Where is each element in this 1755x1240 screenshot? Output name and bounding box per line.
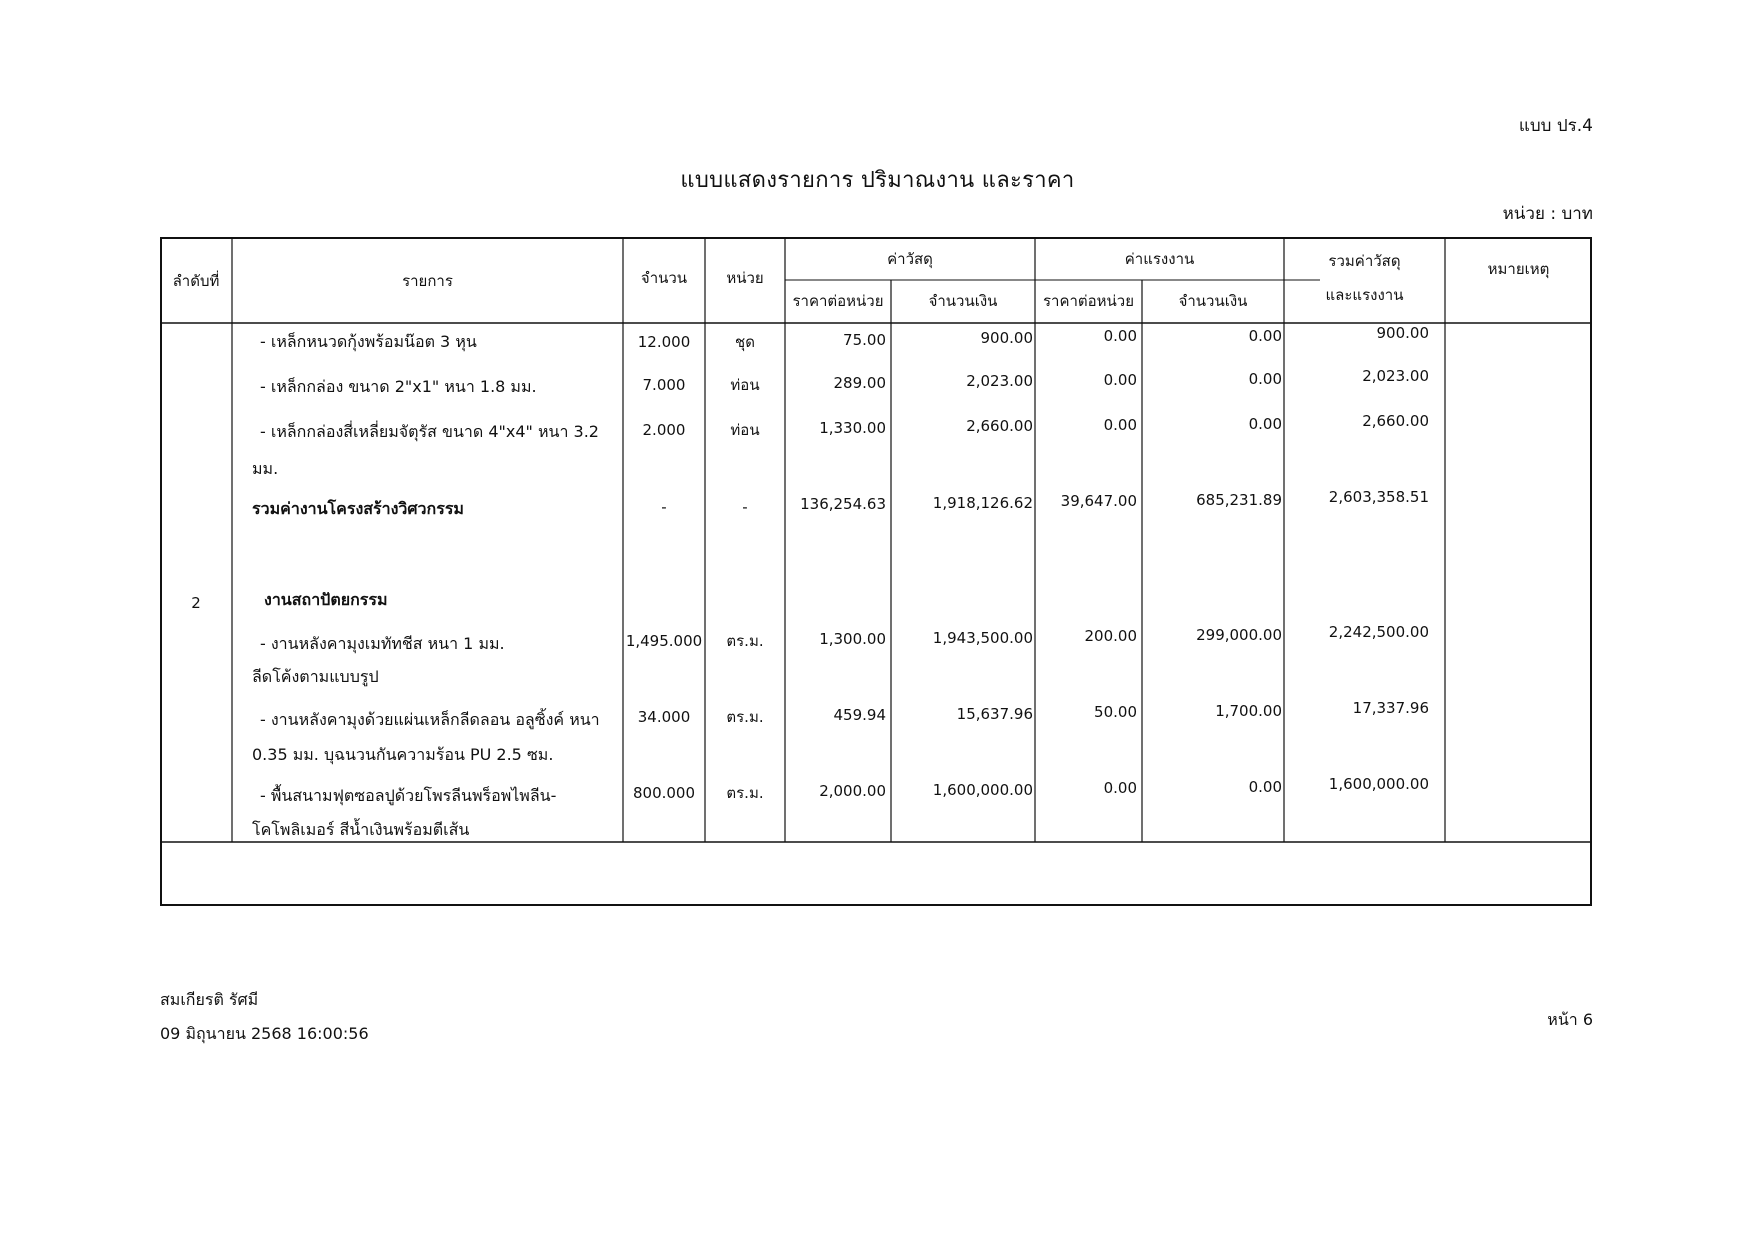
row-8-lab-unit: 0.00 xyxy=(1103,779,1137,797)
row-7-mat-amount: 15,637.96 xyxy=(956,705,1033,723)
row-1-qty: 12.000 xyxy=(637,333,691,351)
row-2-desc: - เหล็กกล่อง ขนาด 2"x1" หนา 1.8 มม. xyxy=(260,377,537,396)
unit-note: หน่วย : บาท xyxy=(1502,204,1593,224)
form-code: แบบ ปร.4 xyxy=(1518,116,1593,136)
subtotal-qty: - xyxy=(661,498,667,516)
row-2-total: 2,023.00 xyxy=(1362,367,1429,385)
row-6-mat-amount: 1,943,500.00 xyxy=(932,629,1033,647)
header-material-unit-price: ราคาต่อหน่วย xyxy=(792,292,884,310)
row-8-mat-amount: 1,600,000.00 xyxy=(932,781,1033,799)
row-2-unit: ท่อน xyxy=(730,376,760,394)
row-8-unit: ตร.ม. xyxy=(726,784,764,802)
row-6-lab-unit: 200.00 xyxy=(1084,627,1137,645)
subtotal-structural-label: รวมค่างานโครงสร้างวิศวกรรม xyxy=(252,499,464,518)
subtotal-mat-amount: 1,918,126.62 xyxy=(932,494,1033,512)
row-3-total: 2,660.00 xyxy=(1362,412,1429,430)
row-6-desc-cont: ลีดโค้งตามแบบรูป xyxy=(252,667,379,686)
row-2-qty: 7.000 xyxy=(642,376,686,394)
document-title: แบบแสดงรายการ ปริมาณงาน และราคา xyxy=(680,168,1075,193)
section-2-title: งานสถาปัตยกรรม xyxy=(264,590,388,609)
row-3-desc-cont: มม. xyxy=(252,459,279,478)
row-7-desc-cont: 0.35 มม. บุฉนวนกันความร้อน PU 2.5 ซม. xyxy=(252,745,554,764)
row-3-qty: 2.000 xyxy=(642,421,686,439)
page-number: หน้า 6 xyxy=(1547,1010,1593,1029)
row-7-qty: 34.000 xyxy=(637,708,691,726)
row-7-total: 17,337.96 xyxy=(1352,699,1429,717)
row-2-mat-unit: 289.00 xyxy=(833,374,886,392)
row-1-lab-amount: 0.00 xyxy=(1248,327,1282,345)
row-6-mat-unit: 1,300.00 xyxy=(819,630,886,648)
header-total-line1: รวมค่าวัสดุ xyxy=(1328,252,1401,270)
row-7-desc: - งานหลังคามุงด้วยแผ่นเหล็กลีดลอน อลูซิ้งค์ หนา xyxy=(260,710,600,729)
row-8-desc-cont: โคโพลิเมอร์ สีน้ำเงินพร้อมตีเส้น xyxy=(252,820,470,839)
footer-datetime: 09 มิถุนายน 2568 16:00:56 xyxy=(160,1024,369,1043)
row-1-mat-amount: 900.00 xyxy=(980,329,1033,347)
row-3-mat-amount: 2,660.00 xyxy=(966,417,1033,435)
row-3-lab-amount: 0.00 xyxy=(1248,415,1282,433)
row-8-lab-amount: 0.00 xyxy=(1248,778,1282,796)
row-2-mat-amount: 2,023.00 xyxy=(966,372,1033,390)
row-1-mat-unit: 75.00 xyxy=(843,331,886,349)
section-2-seq: 2 xyxy=(191,594,201,612)
row-1-lab-unit: 0.00 xyxy=(1103,327,1137,345)
row-1-unit: ชุด xyxy=(735,333,755,351)
row-2-lab-amount: 0.00 xyxy=(1248,370,1282,388)
row-7-lab-amount: 1,700.00 xyxy=(1215,702,1282,720)
header-seq: ลำดับที่ xyxy=(172,272,220,290)
header-unit: หน่วย xyxy=(726,269,764,287)
row-8-mat-unit: 2,000.00 xyxy=(819,782,886,800)
subtotal-lab-unit: 39,647.00 xyxy=(1060,492,1137,510)
row-7-lab-unit: 50.00 xyxy=(1094,703,1137,721)
subtotal-lab-amount: 685,231.89 xyxy=(1196,491,1282,509)
header-remark: หมายเหตุ xyxy=(1487,260,1550,278)
row-7-unit: ตร.ม. xyxy=(726,708,764,726)
row-3-desc: - เหล็กกล่องสี่เหลี่ยมจัตุรัส ขนาด 4"x4" หนา 3.2 xyxy=(260,422,599,441)
row-3-mat-unit: 1,330.00 xyxy=(819,419,886,437)
subtotal-unit: - xyxy=(742,498,748,516)
row-1-total: 900.00 xyxy=(1376,324,1429,342)
header-labor: ค่าแรงงาน xyxy=(1124,250,1195,268)
header-qty: จำนวน xyxy=(640,269,688,287)
header-material: ค่าวัสดุ xyxy=(887,250,933,268)
row-8-qty: 800.000 xyxy=(632,784,696,802)
header-material-amount: จำนวนเงิน xyxy=(928,292,998,310)
row-7-mat-unit: 459.94 xyxy=(833,706,886,724)
row-1-desc: - เหล็กหนวดกุ้งพร้อมน๊อต 3 หุน xyxy=(260,332,477,351)
header-item: รายการ xyxy=(402,272,453,290)
row-8-desc: - พื้นสนามฟุตซอลปูด้วยโพรลีนพร็อพไพลีน- xyxy=(260,786,557,805)
row-8-total: 1,600,000.00 xyxy=(1328,775,1429,793)
row-2-lab-unit: 0.00 xyxy=(1103,371,1137,389)
footer-name: สมเกียรติ รัศมี xyxy=(160,990,259,1009)
price-table xyxy=(160,237,1592,907)
row-6-lab-amount: 299,000.00 xyxy=(1196,626,1282,644)
header-labor-unit-price: ราคาต่อหน่วย xyxy=(1042,292,1135,310)
subtotal-total: 2,603,358.51 xyxy=(1328,488,1429,506)
header-labor-amount: จำนวนเงิน xyxy=(1178,292,1248,310)
row-3-lab-unit: 0.00 xyxy=(1103,416,1137,434)
header-total-line2: และแรงงาน xyxy=(1325,286,1404,304)
row-6-unit: ตร.ม. xyxy=(726,632,764,650)
row-6-desc: - งานหลังคามุงเมทัทชีส หนา 1 มม. xyxy=(260,634,505,653)
row-6-total: 2,242,500.00 xyxy=(1328,623,1429,641)
subtotal-mat-unit: 136,254.63 xyxy=(800,495,886,513)
row-3-unit: ท่อน xyxy=(730,421,760,439)
row-6-qty: 1,495.000 xyxy=(625,632,703,650)
